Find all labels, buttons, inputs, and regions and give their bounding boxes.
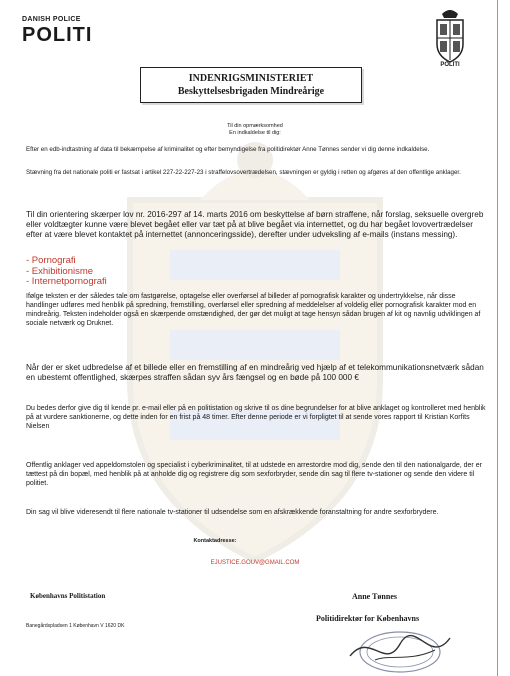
paragraph-penalty: Når der er sket udbredelse af et billede eller en fremstilling af en mindreårig ved hjælp af et telekommunikationsnetværk sådan en ubestemt offentlighed, skærpes straffen sådan syv års fængsel og en bøde på 100 000 € (26, 363, 484, 382)
coat-of-arms-icon (432, 8, 468, 64)
contact-label: Kontaktadresse: (193, 538, 237, 544)
crest-label: POLITI (440, 62, 460, 68)
paragraph-deadline: Du bedes derfor give dig til kende pr. e-mail eller på en politistation og skrive til os dine begrundelser for at blive anklaget og kontrolleret med henblik på at vurdere sanktionerne, og dette inden for en frist på 48 timer. Efter denne periode er vi forpligtet til at sende vores rapport til Kristian Korfits Nielsen (26, 405, 486, 430)
offense-list (26, 256, 107, 288)
attention-line-1: Til din opmærksomhed (227, 123, 283, 129)
attention-line-2: En indkaldelse til dig: (229, 130, 281, 136)
brigade-name: Beskyttelsesbrigaden Mindreårige (177, 86, 325, 97)
page-edge-rule (497, 0, 498, 676)
paragraph-broadcast: Din sag vil blive videresendt til flere nationale tv-stationer til udsendelse som en afskrækkende foranstaltning for andre sexforbrydere. (26, 509, 439, 516)
list-item: - Pornografi (26, 255, 76, 266)
ministry-name: INDENRIGSMINISTERIET (188, 73, 314, 84)
watermark-crest-icon (70, 130, 440, 570)
paragraph-text-description: Ifølge teksten er der således tale om fastgørelse, optagelse eller overførsel af billeder af pornografisk karakter og undertrykkelse, når disse handlinger udføres med henblik på spredning, fremstilling, overførsel eller spredning af meddelelser af voldelig eller pornografisk karakter mod en mindreårig. Teksten indeholder også en skærpende omstændighed, der gør det muligt at tage hensyn sådan brugen af kit og navnlig udviklingen af sociale netværk og Druknet. (26, 293, 481, 327)
footer-station: Københavns Politistation (30, 592, 106, 600)
paragraph-intro: Efter en edb-indtastning af data til bekæmpelse af kriminalitet og efter bemyndigelse fra politidirektør Anne Tønnes sender vi dig denne indkaldelse. (26, 146, 430, 153)
paragraph-summons: Stævning fra det nationale politi er fastsat i artikel 227-22-227-23 i straffelovsovertrædelsen, stævningen er gyldig i retten og afgøres af den offentlige anklager. (26, 169, 461, 176)
list-item: - Exhibitionisme (26, 265, 94, 277)
ministry-title-box (140, 67, 362, 103)
paragraph-prosecutor: Offentlig anklager ved appeldomstolen og specialist i cyberkriminalitet, til at udstede en arrestordre mod dig, sende den til den nationalgarde, der er tættest på din bopæl, med henblik på at anholde dig og registrere dig som sexforbryder, sende din sag til flere tv-stationer og sende den videre til politiet. (26, 462, 482, 487)
list-item: - Internetpornografi (26, 276, 107, 287)
paragraph-law: Til din orientering skærper lov nr. 2016-297 af 14. marts 2016 om beskyttelse af børn straffene, når forslag, seksuelle overgreb eller voldtægter kunne være blevet begået eller var tæt på at blive begået via internettet, og du har begået lovovertrædelser efter at være blevet kontaktet på internettet (annonceringsside), derefter under udveksling af e-mails (instans messing). (26, 210, 484, 239)
footer-signatory-name: Anne Tønnes (352, 592, 397, 601)
contact-email: EJUSTICE.GOUV@GMAIL.COM (210, 560, 300, 566)
footer-signatory-title: Politidirektør for Københavns (316, 614, 420, 623)
logo-tagline: DANISH POLICE (22, 16, 81, 23)
footer-address: Banegårdspladsen 1 København V 1620 DK (26, 623, 125, 629)
stamp-signature-icon (330, 626, 470, 674)
logo-politi: POLITI (22, 24, 93, 46)
